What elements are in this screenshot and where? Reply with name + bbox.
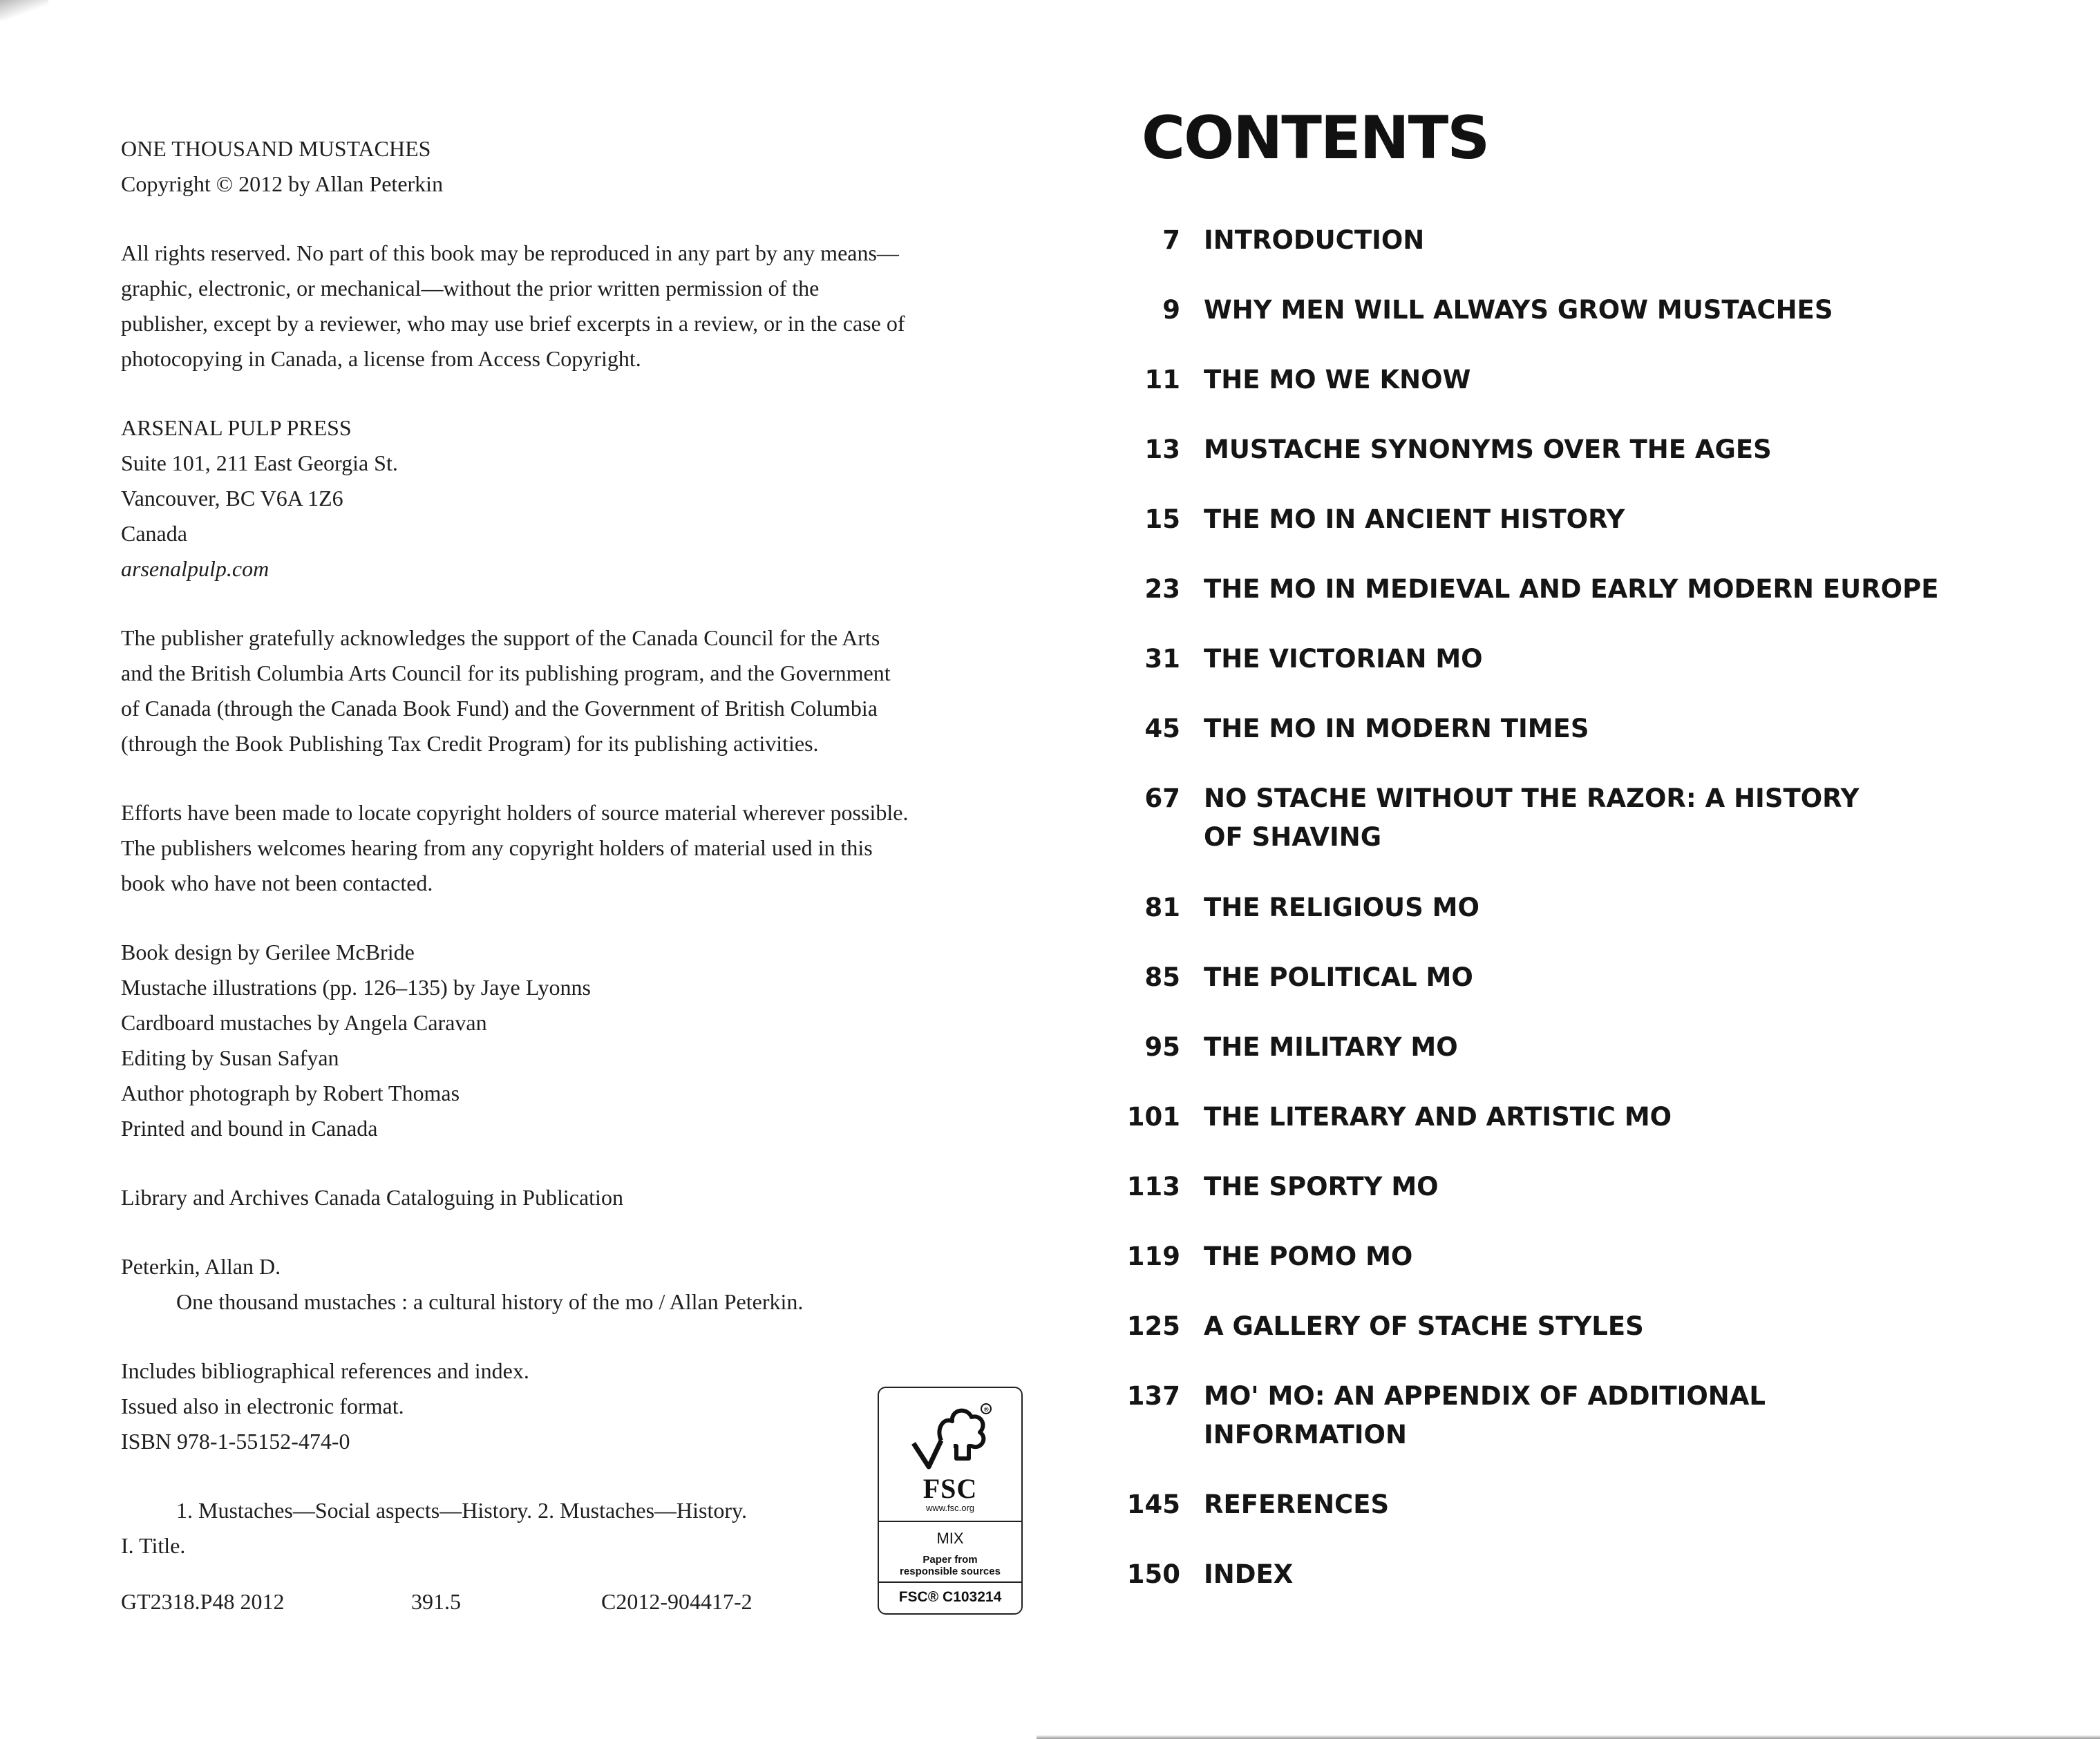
toc-chapter-title: WHY MEN WILL ALWAYS GROW MUSTACHES <box>1204 295 1833 325</box>
publisher-country: Canada <box>121 521 187 546</box>
toc-page-number: 125 <box>1126 1311 1180 1341</box>
copyright-page <box>121 131 999 1597</box>
toc-page-number: 150 <box>1126 1559 1180 1589</box>
credit-line: Author photograph by Robert Thomas <box>121 1081 460 1105</box>
lc-call-number: GT2318.P48 2012 <box>121 1589 285 1614</box>
toc-chapter-title: THE VICTORIAN MO <box>1204 644 1483 674</box>
acknowledgement-paragraph <box>121 620 999 761</box>
rights-line: All rights reserved. No part of this book may be reproduced in any part by any means— <box>121 240 899 265</box>
efforts-line: The publishers welcomes hearing from any copyright holders of material used in this <box>121 835 873 860</box>
toc-page-number: 81 <box>1144 893 1180 922</box>
cip-heading-block <box>121 1180 999 1215</box>
toc-entry <box>1106 430 1956 469</box>
acknowledgement-line: (through the Book Publishing Tax Credit Program) for its publishing activities. <box>121 731 819 756</box>
cip-note: Includes bibliographical references and index. <box>121 1358 529 1383</box>
toc-page-number: 67 <box>1144 783 1180 813</box>
toc-chapter-title: INTRODUCTION <box>1204 225 1425 255</box>
toc-entry <box>1106 640 1956 678</box>
toc-page-number: 45 <box>1144 714 1180 743</box>
toc-chapter-title: THE MILITARY MO <box>1204 1032 1458 1062</box>
publisher-address-line: Vancouver, BC V6A 1Z6 <box>121 486 343 511</box>
toc-entry <box>1106 570 1956 609</box>
toc-chapter-title: THE MO IN MODERN TIMES <box>1204 714 1589 743</box>
toc-entry <box>1106 221 1956 260</box>
credit-line: Editing by Susan Safyan <box>121 1045 339 1070</box>
toc-entry <box>1106 1168 1956 1206</box>
toc-page-number: 11 <box>1144 365 1180 395</box>
title-block <box>121 131 999 202</box>
efforts-paragraph <box>121 795 999 901</box>
cip-title-entry: I. Title. <box>121 1533 186 1558</box>
rights-paragraph <box>121 236 999 377</box>
toc-entry <box>1106 710 1956 748</box>
acknowledgement-line: The publisher gratefully acknowledges the support of the Canada Council for the Arts <box>121 625 880 650</box>
toc-chapter-title: MUSTACHE SYNONYMS OVER THE AGES <box>1204 435 1772 464</box>
fsc-divider <box>879 1521 1021 1522</box>
toc-page-number: 137 <box>1126 1381 1180 1411</box>
toc-chapter-title: NO STACHE WITHOUT THE RAZOR: A HISTORY OF SHAVING <box>1204 783 1860 852</box>
fsc-logo <box>878 1387 1023 1615</box>
credit-line: Book design by Gerilee McBride <box>121 940 415 964</box>
toc-chapter-title: REFERENCES <box>1204 1490 1390 1519</box>
toc-chapter-title: MO' MO: AN APPENDIX OF ADDITIONAL INFORMATION <box>1204 1381 1766 1450</box>
toc-page-number: 23 <box>1144 574 1180 604</box>
toc-entry <box>1106 1237 1956 1276</box>
cip-isbn: ISBN 978-1-55152-474-0 <box>121 1429 350 1454</box>
acknowledgement-line: and the British Columbia Arts Council for its publishing program, and the Government <box>121 661 891 685</box>
toc-entry <box>1106 779 1956 857</box>
credit-line: Printed and bound in Canada <box>121 1116 378 1141</box>
fsc-mix-label: MIX <box>936 1530 964 1547</box>
credits-list <box>121 935 999 1146</box>
rights-line: photocopying in Canada, a license from Access Copyright. <box>121 346 641 371</box>
cip-title: One thousand mustaches : a cultural history of the mo / Allan Peterkin. <box>176 1289 804 1314</box>
contents-heading: CONTENTS <box>1142 104 1489 173</box>
toc-page-number: 7 <box>1162 225 1180 255</box>
toc-page-number: 9 <box>1162 295 1180 325</box>
toc-page-number: 85 <box>1144 962 1180 992</box>
toc-page-number: 145 <box>1126 1490 1180 1519</box>
toc-page-number: 31 <box>1144 644 1180 674</box>
cip-notes <box>121 1353 999 1459</box>
credit-line: Cardboard mustaches by Angela Caravan <box>121 1010 487 1035</box>
toc-page-number: 119 <box>1126 1242 1180 1271</box>
credit-line: Mustache illustrations (pp. 126–135) by Jaye Lyonns <box>121 975 591 1000</box>
toc-entry <box>1106 500 1956 539</box>
toc-entry <box>1106 1377 1956 1454</box>
publisher-name: ARSENAL PULP PRESS <box>121 415 352 440</box>
cip-entry <box>121 1249 999 1320</box>
scan-bottom-edge <box>1037 1735 2100 1739</box>
cip-note: Issued also in electronic format. <box>121 1394 404 1418</box>
toc-entry <box>1106 361 1956 399</box>
fsc-tree-checkmark-icon <box>905 1400 995 1476</box>
cip-subjects: 1. Mustaches—Social aspects—History. 2. Mustaches—History. <box>176 1498 747 1523</box>
dewey-number: 391.5 <box>411 1589 461 1614</box>
toc-page-number: 15 <box>1144 504 1180 534</box>
fsc-license-code: FSC® C103214 <box>879 1581 1021 1613</box>
toc-page-number: 13 <box>1144 435 1180 464</box>
toc-page-number: 95 <box>1144 1032 1180 1062</box>
scan-corner-shadow <box>0 0 48 21</box>
toc-entry <box>1106 1555 1956 1594</box>
fsc-wordmark: FSC <box>923 1473 978 1504</box>
fsc-paper-line: Paper from <box>923 1554 978 1566</box>
toc-entry <box>1106 1307 1956 1346</box>
cip-author: Peterkin, Allan D. <box>121 1254 281 1279</box>
toc-chapter-title: THE LITERARY AND ARTISTIC MO <box>1204 1102 1672 1132</box>
toc-chapter-title: THE SPORTY MO <box>1204 1172 1439 1201</box>
cip-subjects-block <box>121 1493 999 1564</box>
toc-page-number: 101 <box>1126 1102 1180 1132</box>
toc-entry <box>1106 958 1956 997</box>
fsc-registered-mark: ® <box>984 1406 989 1413</box>
toc-entry <box>1106 1028 1956 1067</box>
toc-chapter-title: A GALLERY OF STACHE STYLES <box>1204 1311 1644 1341</box>
canadiana-number: C2012-904417-2 <box>601 1589 753 1614</box>
toc-chapter-title: THE POMO MO <box>1204 1242 1413 1271</box>
toc-chapter-title: THE RELIGIOUS MO <box>1204 893 1479 922</box>
copyright-line: Copyright © 2012 by Allan Peterkin <box>121 171 444 196</box>
toc-entry <box>1106 1485 1956 1524</box>
fsc-url: www.fsc.org <box>925 1503 975 1513</box>
toc-chapter-title: THE MO IN MEDIEVAL AND EARLY MODERN EUROPE <box>1204 574 1939 604</box>
fsc-paper-line: responsible sources <box>900 1566 1001 1577</box>
toc-entry <box>1106 888 1956 927</box>
efforts-line: Efforts have been made to locate copyright holders of source material wherever possible. <box>121 800 909 825</box>
cip-heading: Library and Archives Canada Cataloguing in Publication <box>121 1185 623 1210</box>
toc-page-number: 113 <box>1126 1172 1180 1201</box>
toc-entry <box>1106 1098 1956 1137</box>
publisher-website: arsenalpulp.com <box>121 556 269 581</box>
table-of-contents <box>1106 221 1956 1625</box>
acknowledgement-line: of Canada (through the Canada Book Fund) and the Government of British Columbia <box>121 696 878 721</box>
publisher-address-line: Suite 101, 211 East Georgia St. <box>121 450 398 475</box>
book-title: ONE THOUSAND MUSTACHES <box>121 136 431 161</box>
toc-chapter-title: THE POLITICAL MO <box>1204 962 1473 992</box>
publisher-address <box>121 410 999 587</box>
toc-chapter-title: INDEX <box>1204 1559 1294 1589</box>
efforts-line: book who have not been contacted. <box>121 871 433 895</box>
toc-entry <box>1106 291 1956 330</box>
toc-chapter-title: THE MO WE KNOW <box>1204 365 1471 395</box>
rights-line: graphic, electronic, or mechanical—without the prior written permission of the <box>121 276 820 301</box>
toc-chapter-title: THE MO IN ANCIENT HISTORY <box>1204 504 1625 534</box>
rights-line: publisher, except by a reviewer, who may use brief excerpts in a review, or in the case of <box>121 311 905 336</box>
